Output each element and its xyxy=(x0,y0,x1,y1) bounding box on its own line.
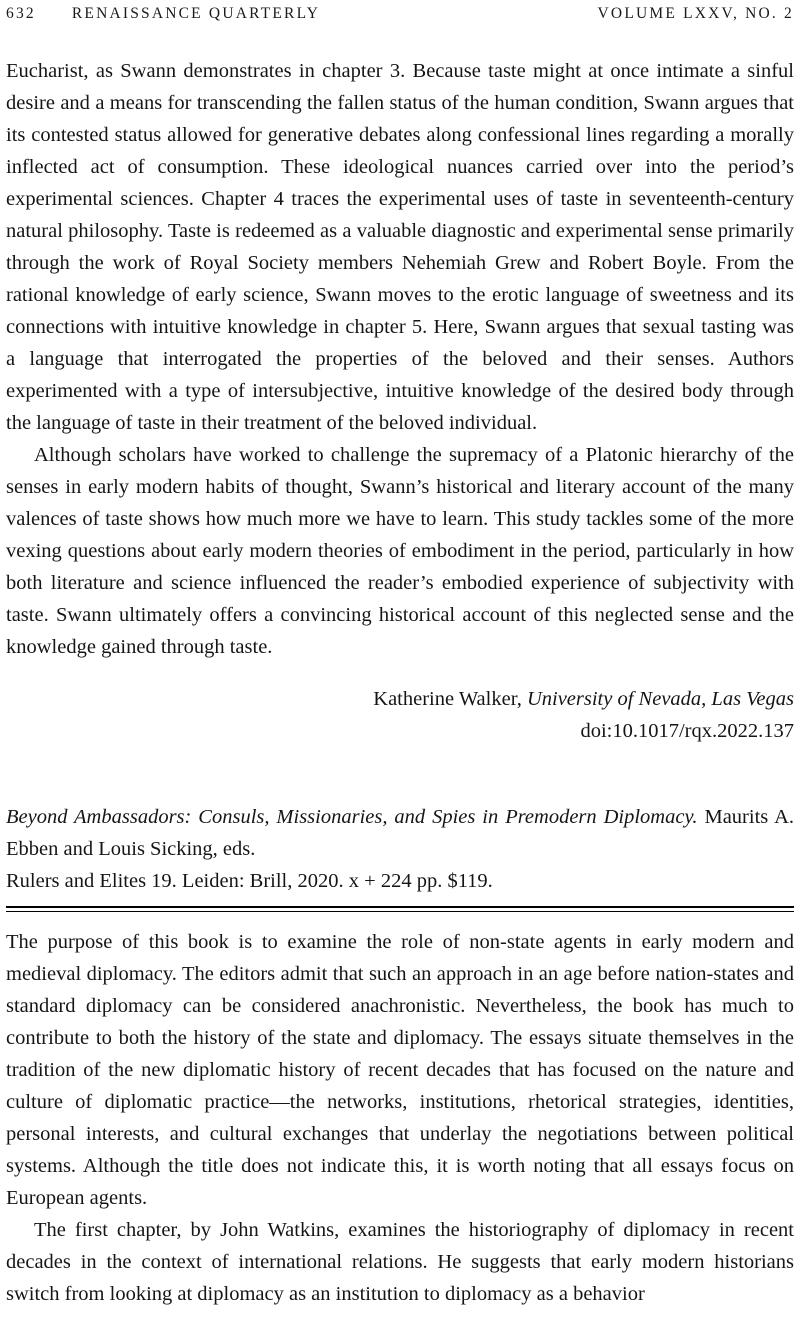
book-imprint: Rulers and Elites 19. Leiden: Brill, 2020. x + 224 pp. $119. xyxy=(6,870,493,892)
swann-review-section xyxy=(6,55,794,747)
doi: doi:10.1017/rqx.2022.137 xyxy=(580,720,794,742)
review-paragraph: The purpose of this book is to examine the role of non-state agents in early modern and medieval diplomacy. The editors admit that such an approach in an age before nation-states and standard diplomacy can be considered anachronistic. Nevertheless, the book has much to contribute to both the history of the state and diplomacy. The essays situate themselves in the tradition of the new diplomatic history of recent decades that has focused on the nature and culture of diplomatic practice—the networks, institutions, rhetorical strategies, identities, personal interests, and cultural exchanges that underlay the negotiations between political systems. Although the title does not indicate this, it is worth noting that all essays focus on European agents. xyxy=(6,931,794,1209)
review-paragraph: The first chapter, by John Watkins, examines the historiography of diplomacy in recent decades in the context of international relations. He suggests that early modern historians switch from looking at diplomacy as an institution to diplomacy as a behavior xyxy=(6,1219,794,1305)
reviewer-attribution xyxy=(6,683,794,747)
review-paragraph: Eucharist, as Swann demonstrates in chapter 3. Because taste might at once intimate a sinful desire and a means for transcending the fallen status of the human condition, Swann argues that its contested status allowed for generative debates along confessional lines regarding a morally inflected act of consumption. These ideological nuances carried over into the period’s experimental sciences. Chapter 4 traces the experimental uses of taste in seventeenth-century natural philosophy. Taste is redeemed as a valuable diagnostic and experimental sense primarily through the work of Royal Society members Nehemiah Grew and Robert Boyle. From the rational knowledge of early science, Swann moves to the erotic language of sweetness and its connections with intuitive knowledge in chapter 5. Here, Swann argues that sexual tasting was a language that interrogated the properties of the beloved and their senses. Authors experimented with a type of intersubjective, intuitive knowledge of the desired body through the language of taste in their treatment of the beloved individual. xyxy=(6,60,794,434)
reviewer-line xyxy=(6,683,794,715)
reviewer-affiliation: University of Nevada, Las Vegas xyxy=(526,688,794,710)
book-title: Beyond Ambassadors: Consuls, Missionaries, and Spies in Premodern Diplomacy. xyxy=(6,806,698,828)
running-header xyxy=(6,4,794,24)
citation-title-line xyxy=(6,801,794,865)
book-editors: Maurits A. Ebben and Louis Sicking, eds. xyxy=(6,806,794,860)
page-content xyxy=(6,55,794,1310)
book-citation xyxy=(6,801,794,897)
review-paragraph: Although scholars have worked to challenge the supremacy of a Platonic hierarchy of the senses in early modern habits of thought, Swann’s historical and literary account of the many valences of taste shows how much more we have to learn. This study tackles some of the more vexing questions about early modern theories of embodiment in the period, particularly in how both literature and science influenced the reader’s embodied experience of subjectivity with taste. Swann ultimately offers a convincing historical account of this neglected sense and the knowledge gained through taste. xyxy=(6,444,794,658)
reviewer-name: Katherine Walker, xyxy=(373,688,527,710)
journal-title: RENAISSANCE QUARTERLY xyxy=(71,5,321,22)
ebben-sicking-review-section xyxy=(6,926,794,1310)
page-number: 632 xyxy=(6,5,36,22)
section-divider xyxy=(6,906,794,912)
volume-info: VOLUME LXXV, NO. 2 xyxy=(597,5,794,22)
